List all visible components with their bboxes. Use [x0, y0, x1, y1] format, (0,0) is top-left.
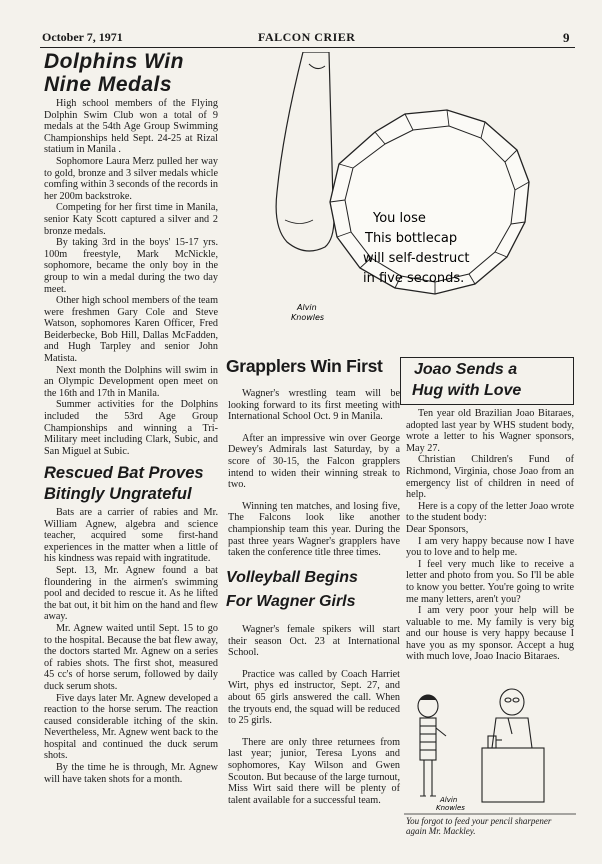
header-rule — [40, 47, 575, 48]
dolphins-paragraph: Sophomore Laura Merz pulled her way to gold, bronze and 3 silver medals whicle comfing within 3 seconds of the records in her 200m backstroke. — [44, 155, 218, 202]
newspaper-name: FALCON CRIER — [258, 30, 356, 44]
bat-paragraph: By the time he is through, Mr. Agnew will have taken shots for a month. — [44, 762, 218, 785]
joao-paragraph: Ten year old Brazilian Joao Bitaraes, adopted last year by WHS student body, wrote a letter to his Wagner sponsors, May 27. — [406, 408, 574, 454]
cartoonist-signature: Alvin — [297, 303, 317, 312]
finger-illustration — [276, 52, 334, 251]
bubble-line: You lose — [373, 211, 426, 226]
volleyball-paragraph: Wagner's female spikers will start their season Oct. 23 at International School. — [228, 624, 400, 659]
student-illustration — [418, 695, 446, 796]
bat-headline: Rescued Bat Proves Bitingly Ungrateful — [44, 464, 204, 503]
joao-paragraph: Christian Children's Fund of Richmond, Virginia, chose Joao from an emergency list of children in need of help. — [406, 454, 574, 501]
dolphins-paragraph: Summer activities for the Dolphins included the 53rd Age Group Championships and winning a Tri-Military meet including Clark, Subic, and San Miguel at Subic. — [44, 399, 218, 457]
cartoonist-signature: Knowles — [436, 804, 465, 812]
bubble-line: in five seconds. — [363, 271, 465, 286]
bat-paragraph: Sept. 13, Mr. Agnew found a bat floundering in the airmen's swimming pool and decided to rescue it. As he lifted the bat out, it bit him on the hand and flew away. — [44, 564, 218, 623]
grapplers-headline: Grapplers Win First — [226, 356, 383, 376]
grapplers-paragraph: Wagner's wrestling team will be looking forward to its first meeting with International School Oct. 9 in Manila. — [228, 388, 400, 423]
bottlecap-illustration — [330, 110, 529, 294]
dolphins-paragraph: Competing for her first time in Manila, senior Katy Scott captured a silver and 2 bronze medals. — [44, 202, 218, 237]
bottlecap-cartoon — [225, 52, 580, 344]
volleyball-headline — [226, 566, 404, 614]
page-number: 9 — [563, 30, 570, 45]
joao-headline-line: Joao Sends a — [414, 361, 518, 378]
joao-paragraph: Here is a copy of the letter Joao wrote to the student body: — [406, 500, 574, 524]
volleyball-paragraph: There are only three returnees from last year; junior, Teresa Lyons and sophomores, Kay Wilson and Gwen Scouton. But because of the large turnout, Miss Wirt said there will be plenty of talent available for a successful team. — [228, 736, 400, 806]
issue-date: October 7, 1971 — [42, 30, 123, 44]
bat-paragraph: Five days later Mr. Agnew developed a reaction to the horse serum. The reaction caused considerable itching of the skin. Nevertheless, Mr. Agnew went back to the hospital and continued the duck serum shots. — [44, 692, 218, 762]
cartoon-caption: You forgot to feed your pencil sharpener again Mr. Mackley. — [406, 816, 552, 836]
joao-headline — [408, 359, 574, 401]
letter-salutation: Dear Sponsors, — [406, 523, 469, 535]
cartoonist-signature: Knowles — [291, 313, 325, 322]
joao-article — [406, 408, 574, 663]
dolphins-paragraph: High school members of the Flying Dolphin Swim Club won a total of 9 medals at the 54th Age Group Swimming Championships held Sept. 24-25 at Rizal statium in Manila . — [44, 98, 218, 156]
teacher-illustration — [482, 689, 544, 802]
volleyball-headline-line: Volleyball Begins — [226, 569, 358, 586]
volleyball-article — [228, 624, 400, 816]
pencil-sharpener-cartoon — [404, 678, 576, 828]
grapplers-paragraph: Winning ten matches, and losing five, The Falcons look like another championship team this year. During the past three years Wagner's grapplers have taken the conference title three times. — [228, 500, 400, 559]
bat-article — [44, 507, 218, 785]
letter-paragraph: I feel very much like to receive a letter and photo from you. So I'll be able to know you better. You're going to write me many letters, aren't you? — [406, 558, 574, 605]
bubble-line: will self-destruct — [363, 251, 470, 266]
grapplers-article — [228, 388, 400, 569]
cartoonist-signature: Alvin — [440, 796, 458, 804]
bat-paragraph: Bats are a carrier of rabies and Mr. William Agnew, algebra and science teacher, acquired some first-hand experiences in the matter when a little of his kindness was repaid with ingratitude. — [44, 507, 218, 565]
dolphins-headline: Dolphins Win Nine Medals — [44, 50, 184, 96]
dolphins-paragraph: Next month the Dolphins will swim in an Olympic Development open meet on the 16th and 17th in Manila. — [44, 364, 218, 399]
grapplers-paragraph: After an impressive win over George Dewey's Admirals last Saturday, by a score of 30-15, the Falcon grapplers intend to widen their winning streak to two. — [228, 432, 400, 491]
volleyball-paragraph: Practice was called by Coach Harriet Wirt, phys ed instructor, Sept. 27, and about 65 girls answered the call. When the tryouts end, the squad will be reduced to 25 girls. — [228, 668, 400, 727]
dolphins-article — [44, 98, 218, 457]
dolphins-paragraph: Other high school members of the team were freshmen Gary Cole and Steve Watson, sophomores Karen Officer, Fred Beiderbecke, Bob Hill, Dallas McFadden, and Hugh Tarpley and senior John Matista. — [44, 295, 218, 365]
volleyball-headline-line: For Wagner Girls — [226, 593, 356, 610]
letter-paragraph: I am very happy because now I have you to love and to help me. — [406, 535, 574, 559]
joao-headline-line: Hug with Love — [412, 382, 522, 399]
dolphins-paragraph: By taking 3rd in the boys' 15-17 yrs. 100m freestyle, Mark McNickle, sophomore, became the only boy in the group to win a medal during the two day meet. — [44, 237, 218, 295]
bat-paragraph: Mr. Agnew waited until Sept. 15 to go to the hospital. Because the bat flew away, the doctors started Mr. Agnew on a series of rabies shots. The first shot, measured 45 cc's of horse serum, followed by daily duck serum shots. — [44, 622, 218, 692]
letter-paragraph: I am very poor your help will be valuable to me. My family is very big and our house is very happy because I have you as my sponsor. Accept a hug with much love, Joao Inacio Bitaraes. — [406, 605, 574, 663]
bubble-line: This bottlecap — [365, 231, 458, 246]
